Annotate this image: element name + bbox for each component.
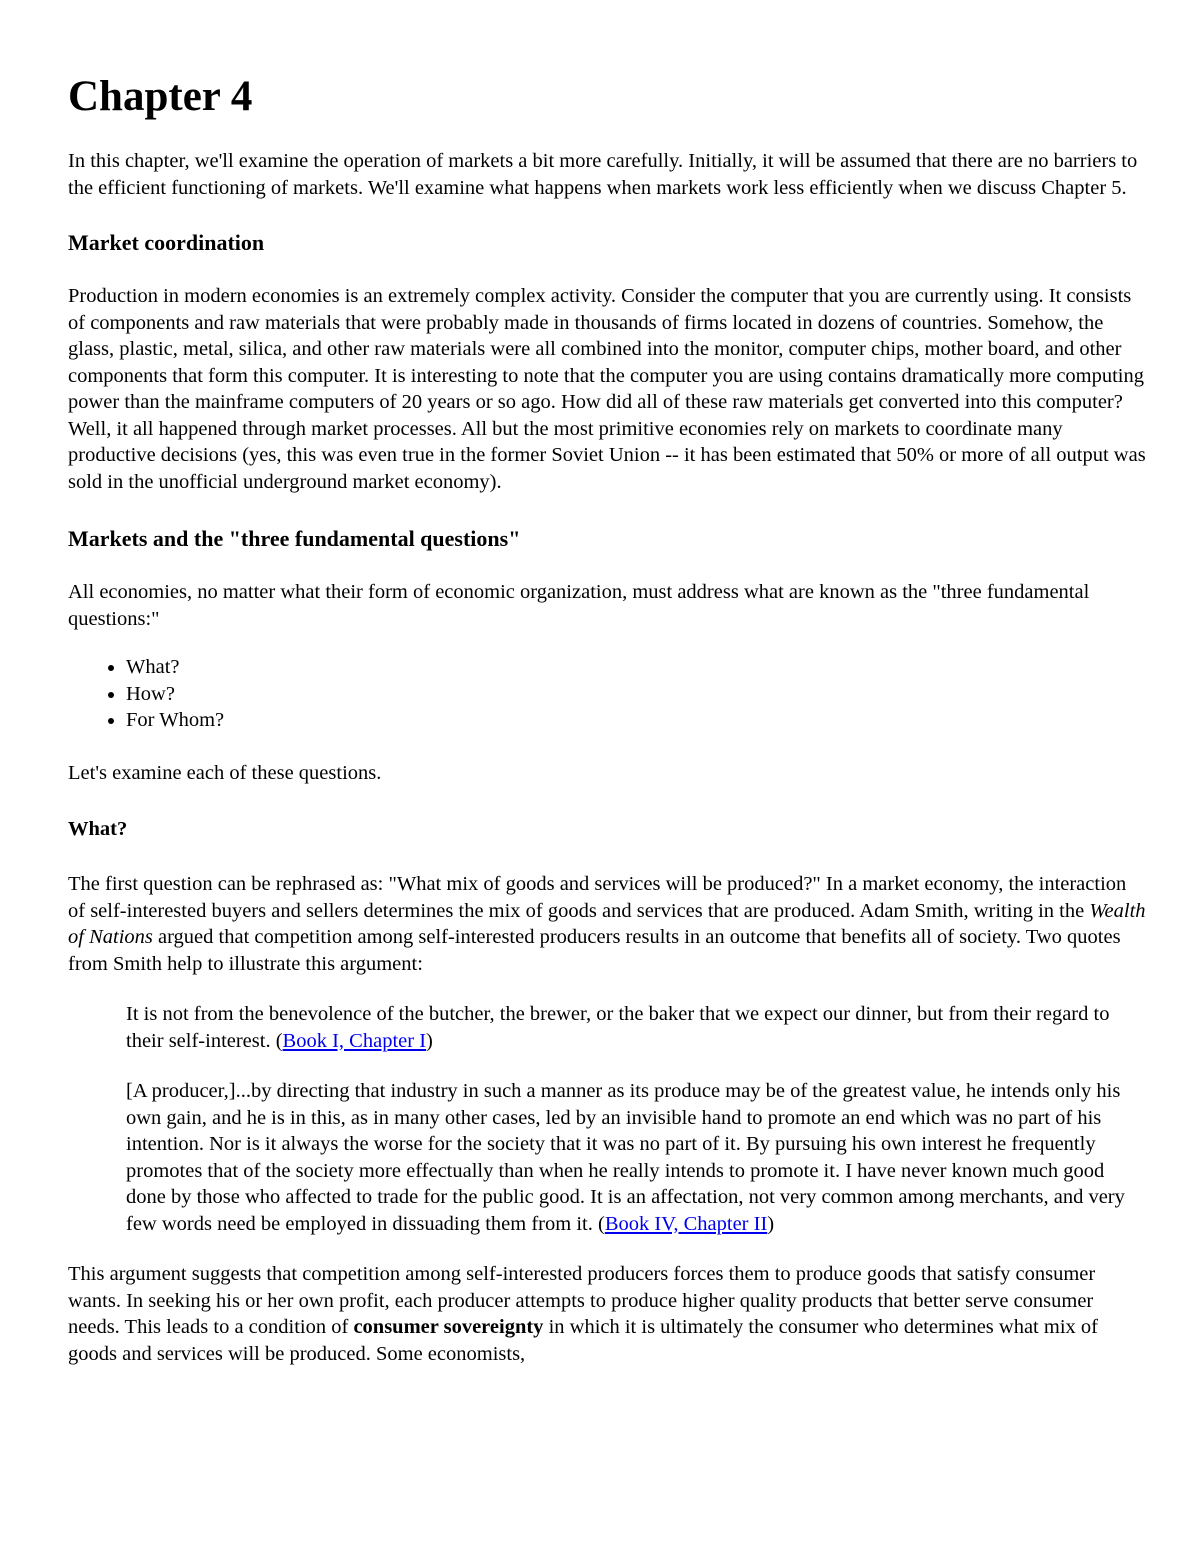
heading-three-questions: Markets and the "three fundamental questions" [68, 526, 521, 551]
smith-quotes [126, 1001, 1136, 1237]
book-iv-chapter-ii-link[interactable]: Book IV, Chapter II [604, 1212, 768, 1235]
document-page [68, 70, 1148, 1397]
questions-list [68, 654, 1148, 734]
list-item: • What? [126, 654, 1148, 681]
quote-1-text: It is not from the benevolence of the butcher, the brewer, or the baker that we expect our dinner, but from their regard to their self-interest. ( [126, 1003, 1110, 1052]
quote-2 [126, 1078, 1136, 1237]
consumer-sovereignty-paragraph [68, 1261, 1148, 1367]
what-text-1: The first question can be rephrased as: "What mix of goods and services will be produced?" In a market economy, the interaction of self-interested buyers and sellers determines the mix of goods and services that are produced. Adam Smith, writing in the [68, 873, 1127, 922]
quote-2-close: ) [767, 1212, 775, 1235]
quote-1-close: ) [426, 1029, 433, 1052]
book-title: Wealth of Nations [68, 899, 1146, 948]
what-text-2: argued that competition among self-interested producers results in an outcome that benefits all of society. Two quotes from Smith help to illustrate this argument: [68, 926, 1121, 975]
three-questions-paragraph: All economies, no matter what their form of economic organization, must address what are known as the "three fundamental questions:" [68, 581, 1090, 630]
book-i-chapter-i-link[interactable]: Book I, Chapter I [282, 1029, 427, 1052]
examine-questions-paragraph: Let's examine each of these questions. [68, 761, 382, 784]
quote-1 [126, 1001, 1136, 1054]
heading-what: What? [68, 818, 128, 840]
list-item: • How? [126, 681, 1148, 708]
page-title: Chapter 4 [68, 73, 253, 120]
list-item: • For Whom? [126, 707, 1148, 734]
market-coordination-paragraph: Production in modern economies is an extremely complex activity. Consider the computer that you are currently using. It consists of components and raw materials that were probably made in thousands of firms located in dozens of countries. Somehow, the glass, plastic, metal, silica, and other raw materials were all combined into the monitor, computer chips, mother board, and other components that form this computer. It is interesting to note that the computer you are using contains dramatically more computing power than the mainframe computers of 20 years or so ago. How did all of these raw materials get converted into this computer? Well, it all happened through market processes. All but the most primitive economies rely on markets to coordinate many productive decisions (yes, this was even true in the former Soviet Union -- it has been estimated that 50% or more of all output was sold in the unofficial underground market economy). [68, 285, 1146, 493]
intro-paragraph: In this chapter, we'll examine the operation of markets a bit more carefully. Initially, it will be assumed that there are no barriers to the efficient functioning of markets. We'll examine what happens when markets work less efficiently when we discuss Chapter 5. [68, 150, 1138, 199]
quote-2-text: [A producer,]...by directing that industry in such a manner as its produce may be of the greatest value, he intends only his own gain, and he is in this, as in many other cases, led by an invisible hand to promote an end which was no part of his intention. Nor is it always the worse for the society that it was no part of it. By pursuing his own interest he frequently promotes that of the society more effectually than when he really intends to promote it. I have never known much good done by those who affected to trade for the public good. It is an affectation, not very common among merchants, and very few words need be employed in dissuading them from it. ( [126, 1080, 1125, 1235]
consumer-sovereignty-term: consumer sovereignty [353, 1316, 544, 1338]
closing-text-1: This argument suggests that competition among self-interested producers forces them to produce goods that satisfy consumer wants. In seeking his or her own profit, each producer attempts to produce higher quality products that better serve consumer needs. This leads to a condition of [68, 1263, 1096, 1338]
what-paragraph [68, 871, 1148, 977]
closing-text-2: in which it is ultimately the consumer who determines what mix of goods and services will be produced. Some economists, [68, 1316, 1098, 1365]
heading-market-coordination: Market coordination [68, 230, 265, 255]
